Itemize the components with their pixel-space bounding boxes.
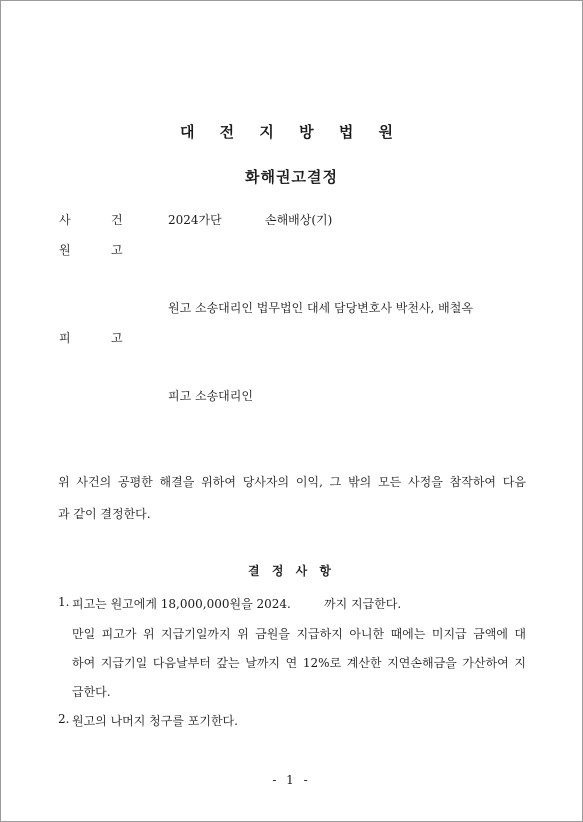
case-name: 손해배상(기) bbox=[265, 213, 333, 227]
item-2-text: 원고의 나머지 청구를 포기한다. bbox=[72, 714, 238, 728]
case-label-a: 사 bbox=[59, 213, 71, 227]
case-number: 2024가단 bbox=[168, 213, 222, 227]
plaintiff-label-b: 고 bbox=[111, 243, 123, 257]
preamble-line-2: 과 같이 결정한다. bbox=[58, 507, 151, 521]
item-1-text-a: 피고는 원고에게 18,000,000원을 2024. bbox=[72, 597, 291, 611]
defendant-label-b: 고 bbox=[111, 331, 123, 345]
court-name: 대 전 지 방 법 원 bbox=[179, 123, 404, 141]
plaintiff-attorney: 원고 소송대리인 법무법인 대세 담당변호사 박천사, 배철옥 bbox=[168, 301, 473, 315]
page-number: - 1 - bbox=[272, 773, 311, 787]
defendant-label-a: 피 bbox=[59, 331, 71, 345]
decision-section-title: 결 정 사 항 bbox=[248, 564, 335, 578]
item-1-line-2: 만일 피고가 위 지급기일까지 위 금원을 지급하지 아니한 때에는 미지급 금액에 대 bbox=[72, 627, 526, 641]
plaintiff-label-a: 원 bbox=[59, 243, 71, 257]
case-label-b: 건 bbox=[111, 213, 123, 227]
defendant-attorney: 피고 소송대리인 bbox=[168, 389, 253, 403]
item-1-number: 1. bbox=[58, 595, 70, 609]
item-1-text-b: 까지 지급한다. bbox=[324, 597, 402, 611]
preamble-line-1: 위 사건의 공평한 해결을 위하여 당사자의 이익, 그 밖의 모든 사정을 참작하여 다음 bbox=[58, 475, 526, 489]
document-title: 화해권고결정 bbox=[245, 168, 338, 186]
item-2-number: 2. bbox=[58, 712, 70, 726]
item-1-line-4: 급한다. bbox=[72, 685, 111, 699]
item-1-line-3: 하여 지급기일 다음날부터 갚는 날까지 연 12%로 계산한 지연손해금을 가산하여 지 bbox=[72, 656, 526, 670]
